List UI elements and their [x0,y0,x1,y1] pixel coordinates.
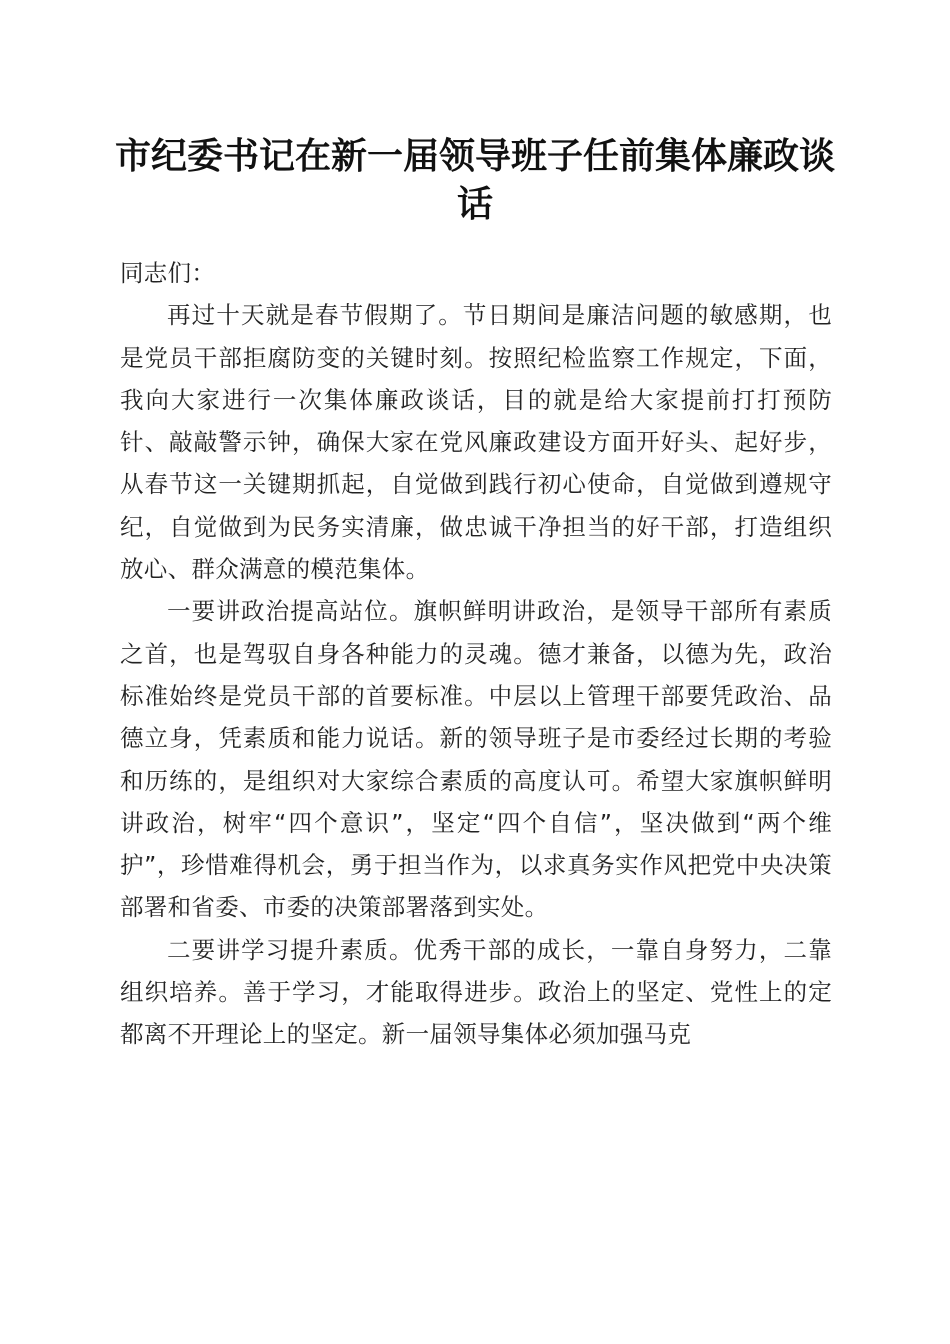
paragraph: 一要讲政治提高站位。旗帜鲜明讲政治，是领导干部所有素质之首，也是驾驭自身各种能力的灵魂。德才兼备，以德为先，政治标准始终是党员干部的首要标准。中层以上管理干部要凭政治、品德立身，凭素质和能力说话。新的领导班子是市委经过长期的考验和历练的，是组织对大家综合素质的高度认可。希望大家旗帜鲜明讲政治，树牢“四个意识”，坚定“四个自信”，坚决做到“两个维护”，珍惜难得机会，勇于担当作为，以求真务实作风把党中央决策部署和省委、市委的决策部署落到实处。 [120,597,832,922]
paragraph: 再过十天就是春节假期了。节日期间是廉洁问题的敏感期，也是党员干部拒腐防变的关键时刻。按照纪检监察工作规定，下面，我向大家进行一次集体廉政谈话，目的就是给大家提前打打预防针、敲敲警示钟，确保大家在党风廉政建设方面开好头、起好步，从春节这一关键期抓起，自觉做到践行初心使命，自觉做到遵规守纪，自觉做到为民务实清廉，做忠诚干净担当的好干部，打造组织放心、群众满意的模范集体。 [120,301,832,584]
salutation: 同志们： [120,259,216,287]
paragraph: 二要讲学习提升素质。优秀干部的成长，一靠自身努力，二靠组织培养。善于学习，才能取得进步。政治上的坚定、党性上的定都离不开理论上的坚定。新一届领导集体必须加强马克 [120,935,832,1049]
document-body [120,252,832,1056]
page-title: 市纪委书记在新一届领导班子任前集体廉政谈话 [114,135,835,225]
